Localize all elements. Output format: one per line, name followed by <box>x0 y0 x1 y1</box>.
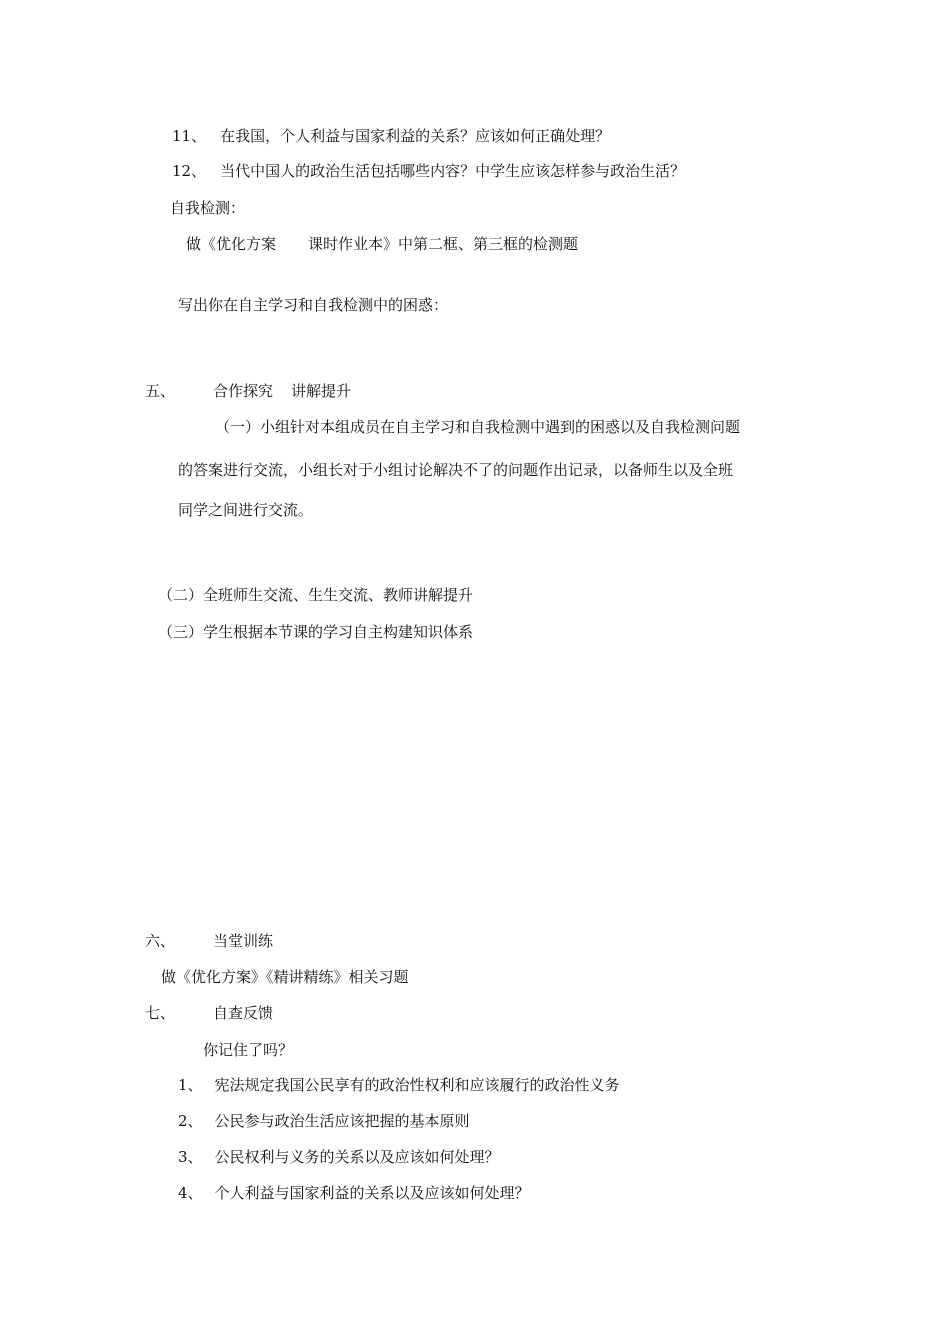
question-11 <box>172 126 610 146</box>
question-text: 当代中国人的政治生活包括哪些内容？中学生应该怎样参与政治生活？ <box>220 162 686 180</box>
item-text: 公民权利与义务的关系以及应该如何处理？ <box>214 1148 500 1166</box>
review-item-2 <box>178 1111 470 1131</box>
item-text: 个人利益与国家利益的关系以及应该如何处理？ <box>214 1184 530 1202</box>
self-test-instruction <box>186 234 578 254</box>
review-item-1 <box>178 1075 620 1095</box>
self-test-heading: 自我检测： <box>170 199 246 217</box>
item-text: 公民参与政治生活应该把握的基本原则 <box>214 1112 470 1130</box>
question-text: 在我国，个人利益与国家利益的关系？应该如何正确处理？ <box>220 127 611 145</box>
item-number: 1、 <box>178 1076 203 1094</box>
question-12 <box>172 161 685 181</box>
item-number: 2、 <box>178 1112 203 1130</box>
instruction-part-a: 做《优化方案 <box>186 235 277 253</box>
section-6-instruction: 做《优化方案》《精讲精练》相关习题 <box>161 968 409 986</box>
instruction-part-b: 课时作业本》中第二框、第三框的检测题 <box>308 235 579 253</box>
section-number: 七、 <box>145 1004 176 1022</box>
question-number: 11、 <box>172 127 207 145</box>
section-5-heading <box>145 381 351 401</box>
section-5-item-2: （二）全班师生交流、生生交流、教师讲解提升 <box>158 586 474 604</box>
confusion-prompt: 写出你在自主学习和自我检测中的困惑： <box>178 296 449 314</box>
item-number: 4、 <box>178 1184 203 1202</box>
section-title: 当堂训练 <box>213 932 274 950</box>
section-5-item-3: （三）学生根据本节课的学习自主构建知识体系 <box>158 623 474 641</box>
section-5-paragraph-line-3: 同学之间进行交流。 <box>178 501 314 519</box>
section-7-prompt: 你记住了吗？ <box>203 1041 294 1059</box>
section-title-b: 讲解提升 <box>291 382 352 400</box>
section-title: 自查反馈 <box>213 1004 274 1022</box>
section-5-paragraph-line-2: 的答案进行交流，小组长对于小组讨论解决不了的问题作出记录，以备师生以及全班 <box>178 461 734 479</box>
section-5-paragraph-line-1: （一）小组针对本组成员在自主学习和自我检测中遇到的困惑以及自我检测问题 <box>215 418 741 436</box>
section-6-heading <box>145 931 273 951</box>
review-item-3 <box>178 1147 500 1167</box>
item-number: 3、 <box>178 1148 203 1166</box>
section-number: 六、 <box>145 932 176 950</box>
review-item-4 <box>178 1183 530 1203</box>
section-title-a: 合作探究 <box>213 382 274 400</box>
section-number: 五、 <box>145 382 176 400</box>
item-text: 宪法规定我国公民享有的政治性权利和应该履行的政治性义务 <box>214 1076 620 1094</box>
section-7-heading <box>145 1003 273 1023</box>
question-number: 12、 <box>172 162 207 180</box>
